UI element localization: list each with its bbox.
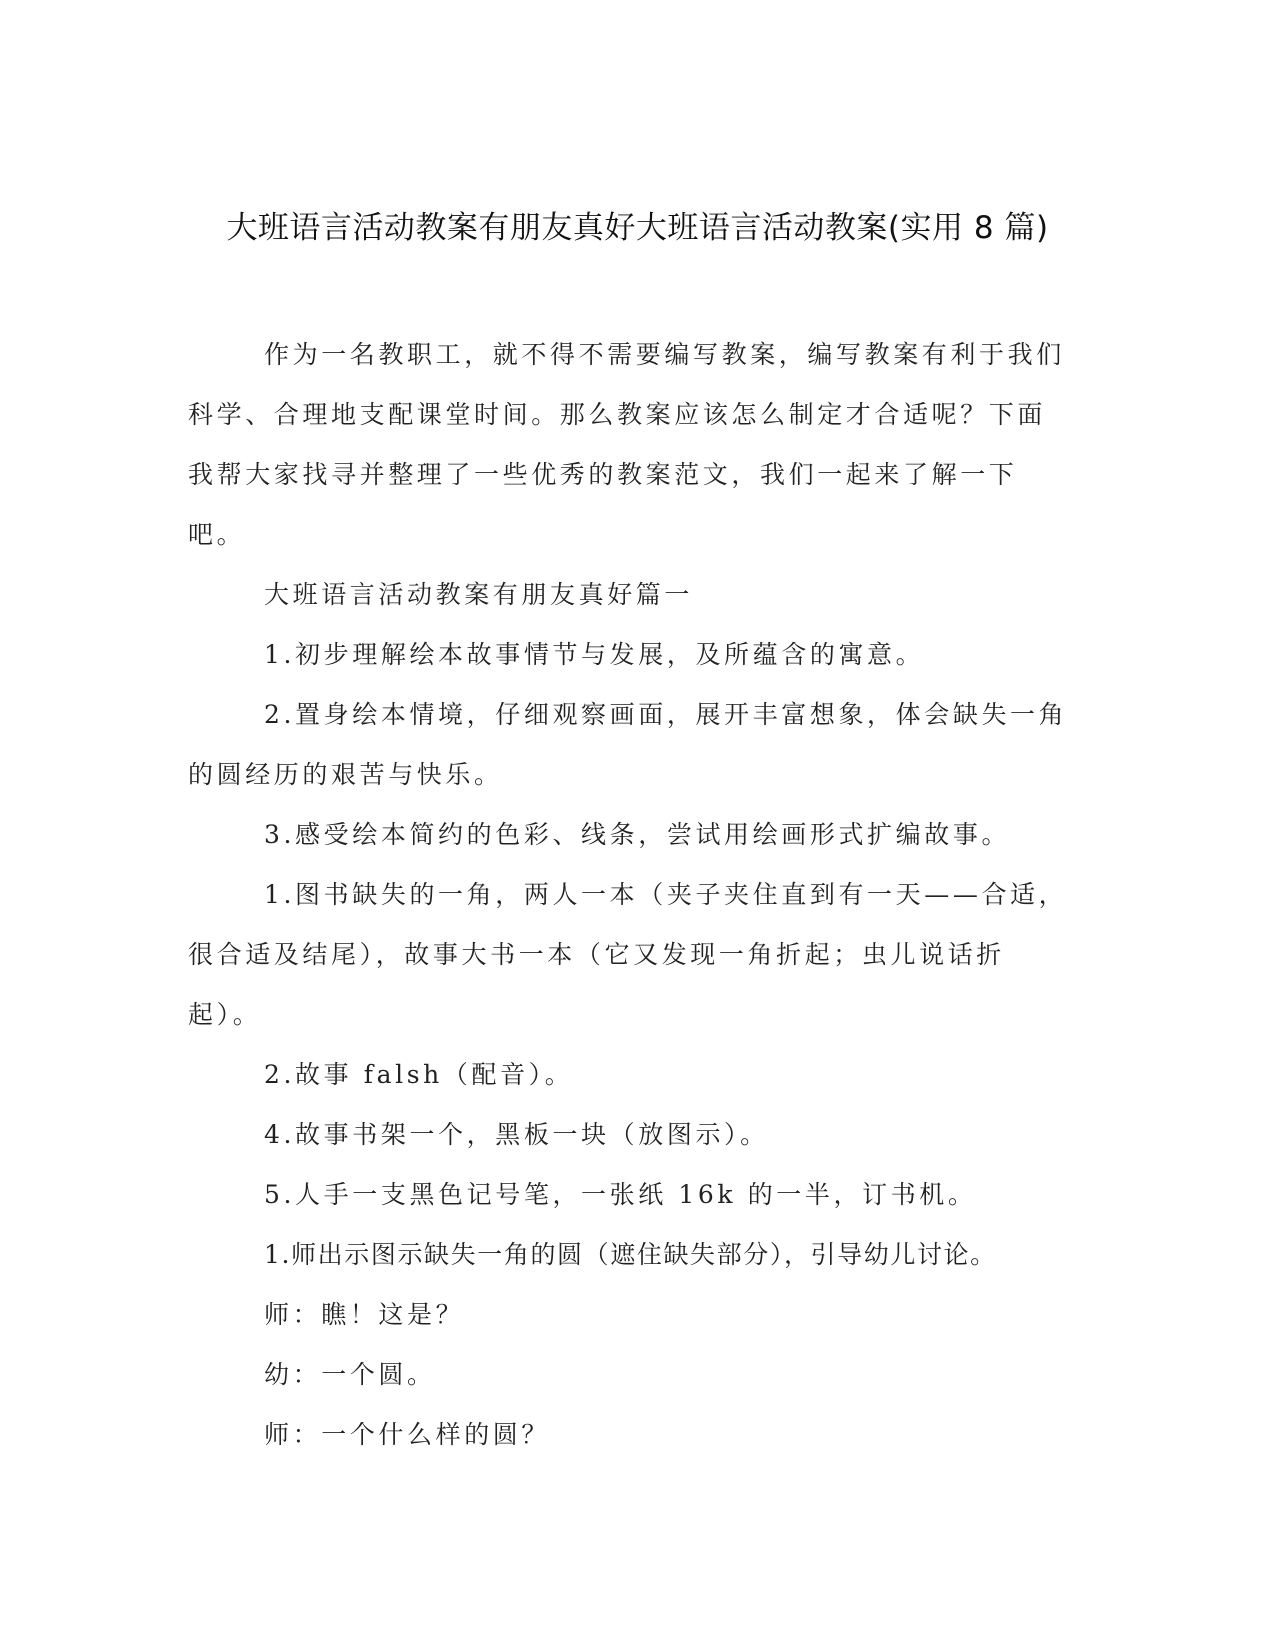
document-title: 大班语言活动教案有朋友真好大班语言活动教案(实用 8 篇)	[226, 210, 1049, 246]
material-item: 5.人手一支黑色记号笔，一张纸 16k 的一半，订书机。	[264, 1180, 977, 1209]
dialogue-line: 师：一个什么样的圆？	[264, 1420, 551, 1449]
objective-item: 3.感受绘本简约的色彩、线条，尝试用绘画形式扩编故事。	[264, 820, 1011, 849]
procedure-item: 1.师出示图示缺失一角的圆（遮住缺失部分），引导幼儿讨论。	[264, 1240, 997, 1269]
document-body	[188, 325, 1070, 1465]
material-item: 2.故事 falsh（配音）。	[264, 1060, 574, 1089]
material-item: 1.图书缺失的一角，两人一本（夹子夹住直到有一天——合适，很合适及结尾），故事大书一本（它又发现一角折起；虫儿说话折起）。	[188, 880, 1068, 1029]
objective-item: 1.初步理解绘本故事情节与发展，及所蕴含的寓意。	[264, 640, 925, 669]
objective-item: 2.置身绘本情境，仔细观察画面，展开丰富想象，体会缺失一角的圆经历的艰苦与快乐。	[188, 700, 1068, 789]
intro-paragraph: 作为一名教职工，就不得不需要编写教案，编写教案有利于我们科学、合理地支配课堂时间。那么教案应该怎么制定才合适呢？下面我帮大家找寻并整理了一些优秀的教案范文，我们一起来了解一下吧。	[188, 340, 1065, 549]
material-item: 4.故事书架一个，黑板一块（放图示）。	[264, 1120, 769, 1149]
dialogue-line: 师：瞧！这是？	[264, 1300, 465, 1329]
section-heading: 大班语言活动教案有朋友真好篇一	[264, 580, 694, 609]
dialogue-line: 幼：一个圆。	[264, 1360, 436, 1389]
